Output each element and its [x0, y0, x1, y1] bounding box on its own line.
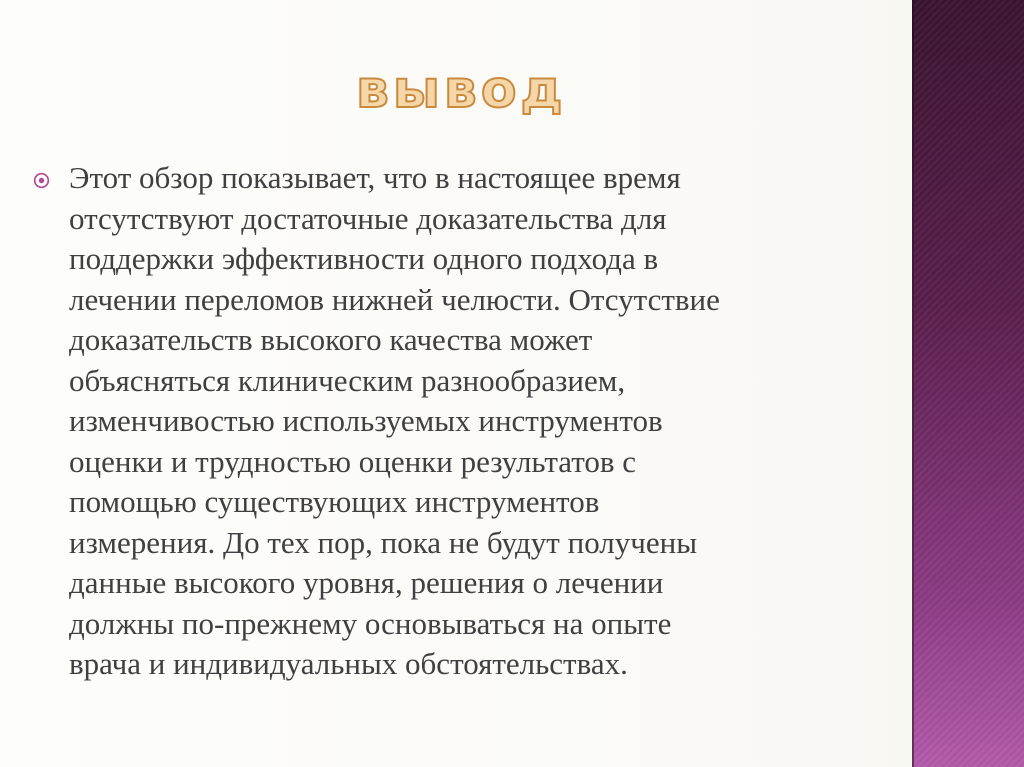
bullet-paragraph [33, 158, 833, 685]
conclusion-text: Этот обзор показывает, что в настоящее время отсутствуют достаточные доказательства для поддержки эффективности одного подхода в лечении переломов нижней челюсти. Отсутствие доказательств высокого качества может объясняться клиническим разнообразием, изменчивостью используемых инструментов оценки и трудностью оценки результатов с помощью существующих инструментов измерения. До тех пор, пока не будут получены данные высокого уровня, решения о лечении должны по-прежнему основываться на опыте врача и индивидуальных обстоятельствах. [69, 160, 720, 681]
right-decorative-band [912, 0, 1024, 767]
target-bullet-icon [33, 172, 50, 189]
slide-content [33, 158, 833, 698]
slide-title: вывод [356, 60, 567, 120]
